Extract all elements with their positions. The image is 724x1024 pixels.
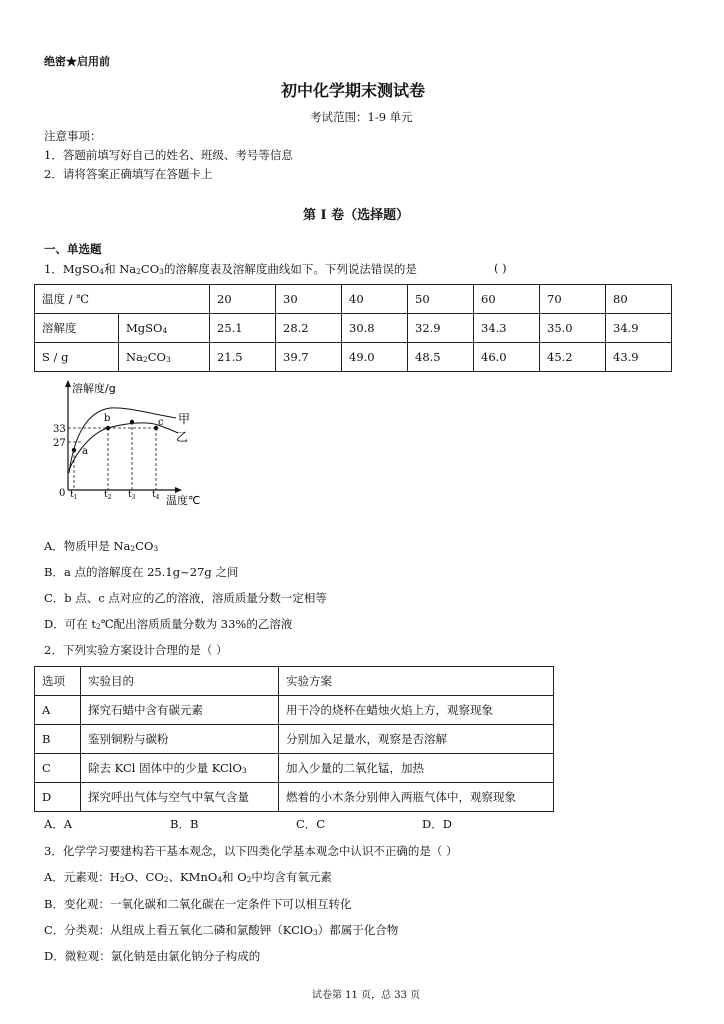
point-c-dot [130,420,134,424]
goal-cell: 探究呼出气体与空气中氧气含量 [81,783,279,812]
mgso4-value-cell: 28.2 [276,314,342,343]
goal-cell: 除去 KCl 固体中的少量 KClO$_3$ [81,754,279,783]
na2co3-value-cell: 49.0 [342,343,408,372]
part-title: 第 I 卷（选择题） [303,208,410,223]
plan-cell: 加入少量的二氧化锰，加热 [279,754,554,783]
solubility-table [34,284,672,372]
point-b-dot [106,426,110,430]
header-cell: 实验目的 [81,667,279,696]
curve-yi-label: 乙 [176,430,189,444]
q2-answer-c: C．C [296,817,326,831]
solubility-curve-graph [48,378,218,508]
q2-answer-a: A．A [44,817,73,831]
note-item-1: 1．答题前填写好自己的姓名、班级、考号等信息 [44,148,293,162]
q3-stem: 3．化学学习要建构若干基本观念，以下四类化学基本观念中认识不正确的是（ ） [44,844,458,858]
na2co3-value-cell: 46.0 [474,343,540,372]
q1-stem: 1．MgSO$_4$和 $Na_2CO_3$的溶解度表及溶解度曲线如下。下列说法错误的是 [44,262,417,276]
q1-option-b: B．a 点的溶解度在 25.1g~27g 之间 [44,565,239,579]
sol-label-cell: 溶解度 [35,314,119,343]
temp-cell: 40 [342,285,408,314]
mgso4-value-cell: 30.8 [342,314,408,343]
mgso4-value-cell: 34.3 [474,314,540,343]
tick-t3: $t_3$ [128,490,136,501]
tick-t2: $t_2$ [104,490,112,501]
goal-cell: 探究石蜡中含有碳元素 [81,696,279,725]
temp-cell: 50 [408,285,474,314]
y-axis-label: 溶解度/g [72,382,116,395]
goal-cell: 鉴别铜粉与碳粉 [81,725,279,754]
mgso4-value-cell: 25.1 [210,314,276,343]
experiment-table [34,666,554,812]
option-cell: B [35,725,81,754]
option-cell: A [35,696,81,725]
notes-heading: 注意事项： [44,129,102,143]
mgso4-value-cell: 32.9 [408,314,474,343]
na2co3-value-cell: 48.5 [408,343,474,372]
q1-paren: ( ) [494,261,507,275]
secret-label: 绝密★启用前 [44,55,110,68]
temp-cell: 80 [606,285,672,314]
q2-stem: 2．下列实验方案设计合理的是（ ） [44,643,228,657]
page-footer: 试卷第 11 页，总 33 页 [312,990,421,1001]
origin-label: 0 [59,488,66,499]
point-a-label: a [82,446,88,457]
q3-option-a: A．元素观：$H_2O$、$CO_2$、KMnO$_4$和 $O_2$中均含有氧元素 [44,870,332,884]
temp-cell: 30 [276,285,342,314]
section-title: 一、单选题 [44,242,102,256]
option-cell: C [35,754,81,783]
na2co3-value-cell: 21.5 [210,343,276,372]
mgso4-value-cell: 34.9 [606,314,672,343]
header-cell: 实验方案 [279,667,554,696]
q1-option-d: D．可在 $t_2℃$配出溶质质量分数为 33%的乙溶液 [44,617,293,631]
q2-answer-d: D．D [422,817,452,831]
exam-title: 初中化学期末测试卷 [281,81,426,100]
q3-option-d: D．微粒观：氯化钠是由氯化钠分子构成的 [44,949,261,963]
q1-option-c: C．b 点、c 点对应的乙的溶液，溶质质量分数一定相等 [44,591,327,605]
point-c-label: c [158,417,164,428]
y-axis-arrow-icon [65,380,71,387]
temp-cell: 20 [210,285,276,314]
tick-t1: $t_1$ [70,490,78,501]
unit-label-cell: S / g [35,343,119,372]
y-tick-33: 33 [53,424,66,435]
exam-range: 考试范围：1-9 单元 [310,110,413,124]
q2-answer-b: B．B [170,817,199,831]
tick-t4: $t_4$ [152,490,160,501]
na2co3-label-cell: $Na_2CO_3$ [119,343,210,372]
point-b-label: b [104,413,111,424]
point-a-dot [72,448,76,452]
curve-jia-label: 甲 [178,412,191,426]
header-cell: 选项 [35,667,81,696]
mgso4-label-cell: MgSO$_4$ [119,314,210,343]
na2co3-value-cell: 43.9 [606,343,672,372]
option-cell: D [35,783,81,812]
plan-cell: 燃着的小木条分别伸入两瓶气体中，观察现象 [279,783,554,812]
temp-label-cell: 温度 / ℃ [35,285,210,314]
note-item-2: 2．请将答案正确填写在答题卡上 [44,167,213,181]
mgso4-value-cell: 35.0 [540,314,606,343]
na2co3-value-cell: 45.2 [540,343,606,372]
na2co3-value-cell: 39.7 [276,343,342,372]
plan-cell: 用干冷的烧杯在蜡烛火焰上方，观察现象 [279,696,554,725]
plan-cell: 分别加入足量水，观察是否溶解 [279,725,554,754]
temp-cell: 60 [474,285,540,314]
q3-option-c: C．分类观：从组成上看五氧化二磷和氯酸钾（KClO$_3$）都属于化合物 [44,923,399,937]
y-tick-27: 27 [53,438,66,449]
x-axis-arrow-icon [175,487,182,493]
q1-option-a: A．物质甲是 $Na_2CO_3$ [44,539,159,553]
q3-option-b: B．变化观：一氧化碳和二氧化碳在一定条件下可以相互转化 [44,897,352,911]
x-axis-label: 温度℃ [166,494,201,507]
temp-cell: 70 [540,285,606,314]
